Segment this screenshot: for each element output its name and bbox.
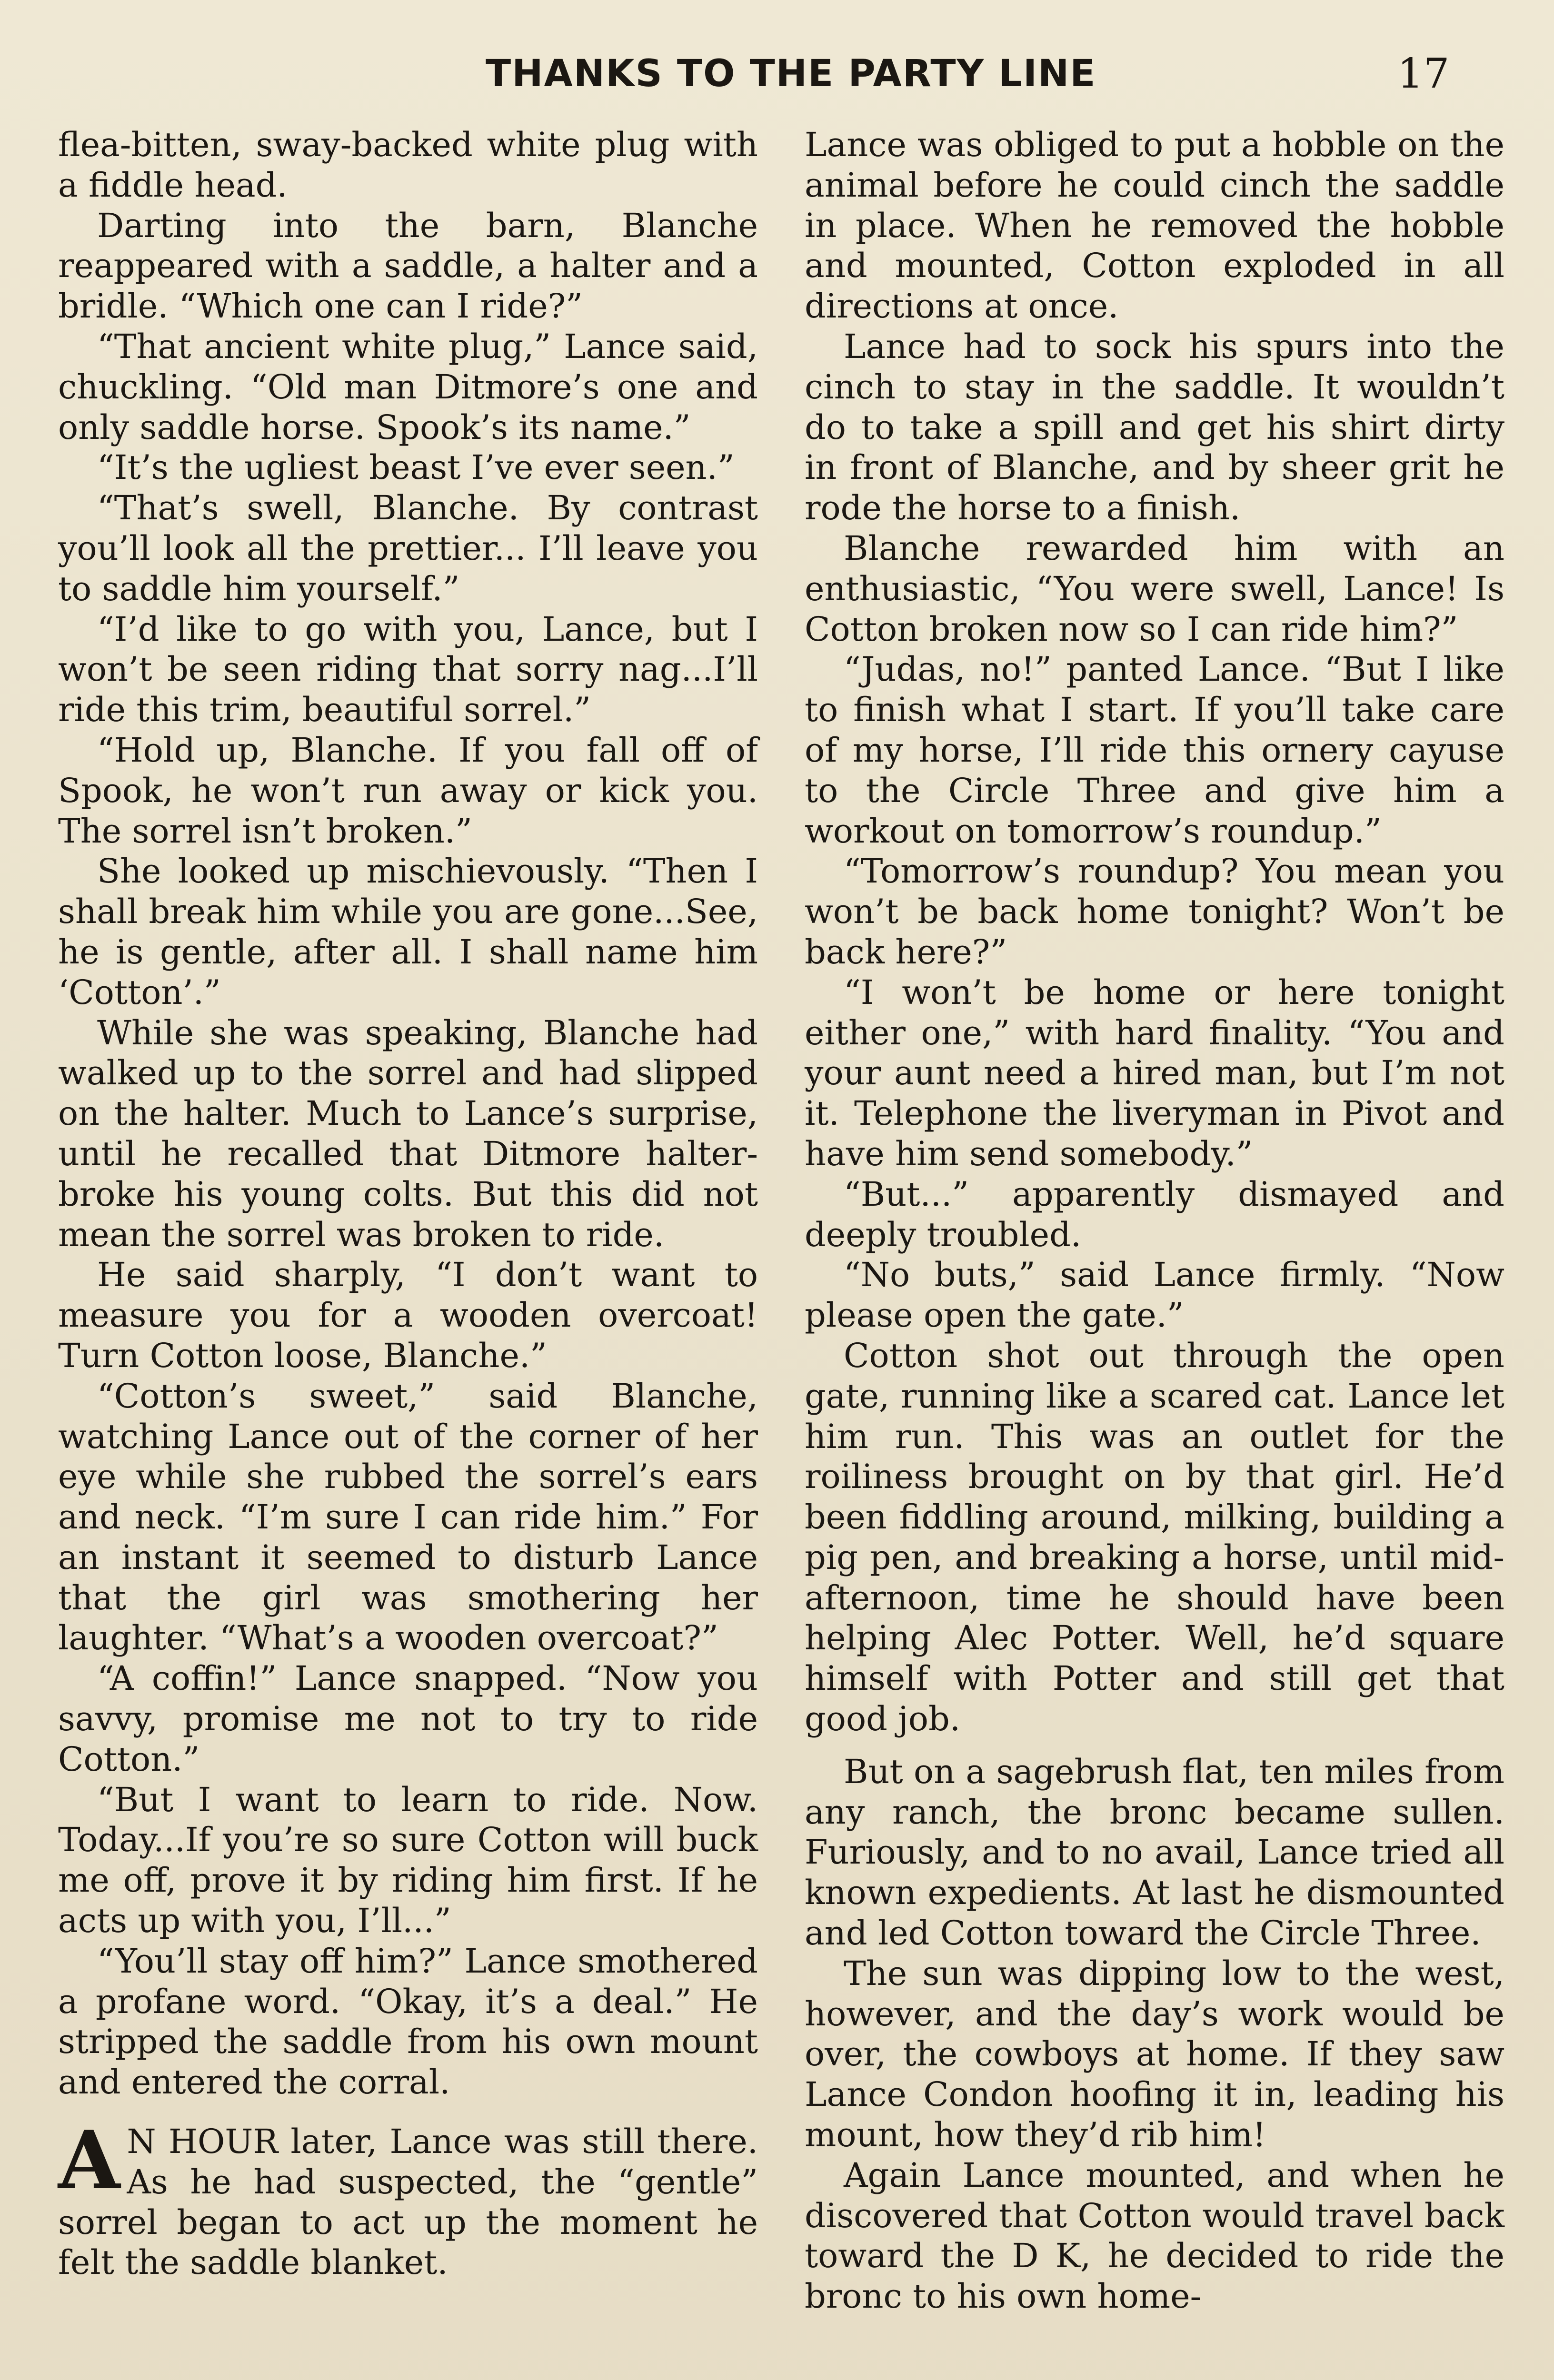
paragraph: “Hold up, Blanche. If you fall off of Spook, he won’t run away or kick you. The sorrel isn’t broken.” bbox=[58, 730, 758, 851]
paragraph: “But...” apparently dismayed and deeply troubled. bbox=[805, 1174, 1504, 1254]
paragraph: flea-bitten, sway-backed white plug with a fiddle head. bbox=[58, 125, 758, 205]
paragraph: Again Lance mounted, and when he discovered that Cotton would travel back toward the D K, he decided to ride the bronc to his own home- bbox=[805, 2155, 1504, 2316]
paragraph: Blanche rewarded him with an enthusiastic, “You were swell, Lance! Is Cotton broken now so I can ride him?” bbox=[805, 528, 1504, 649]
paragraph: “But I want to learn to ride. Now. Today...If you’re so sure Cotton will buck me off, prove it by riding him first. If he acts up with you, I’ll...” bbox=[58, 1780, 758, 1941]
drop-cap-letter: A bbox=[58, 2113, 120, 2208]
paragraph: “A coffin!” Lance snapped. “Now you savvy, promise me not to try to ride Cotton.” bbox=[58, 1659, 758, 1779]
paragraph: “Judas, no!” panted Lance. “But I like to finish what I start. If you’ll take care of my horse, I’ll ride this ornery cayuse to the Circle Three and give him a workout on tomorrow’s roundup.” bbox=[805, 650, 1504, 851]
paragraph: The sun was dipping low to the west, however, and the day’s work would be over, the cowboys at home. If they saw Lance Condon hoofing it in, leading his mount, how they’d rib him! bbox=[805, 1954, 1504, 2155]
page-number: 17 bbox=[1397, 50, 1450, 98]
paragraph: Darting into the barn, Blanche reappeared with a saddle, a halter and a bridle. “Which one can I ride?” bbox=[58, 206, 758, 326]
paragraph: He said sharply, “I don’t want to measure you for a wooden overcoat! Turn Cotton loose, Blanche.” bbox=[58, 1255, 758, 1375]
paragraph: Cotton shot out through the open gate, running like a scared cat. Lance let him run. This was an outlet for the roiliness brought on by that girl. He’d been fiddling around, milking, building a pig pen, and breaking a horse, until mid-afternoon, time he should have been helping Alec Potter. Well, he’d square himself with Potter and still get that good job. bbox=[805, 1336, 1504, 1739]
paragraph: She looked up mischievously. “Then I shall break him while you are gone...See, he is gentle, after all. I shall name him ‘Cotton’.” bbox=[58, 852, 758, 1012]
page-header bbox=[0, 48, 1554, 109]
paragraph: “No buts,” said Lance firmly. “Now please open the gate.” bbox=[805, 1255, 1504, 1335]
drop-cap-paragraph-text: N HOUR later, Lance was still there. As he had suspected, the “gentle” sorrel began to act up the moment he felt the saddle blanket. bbox=[58, 2122, 758, 2282]
paragraph: “Tomorrow’s roundup? You mean you won’t be back home tonight? Won’t be back here?” bbox=[805, 852, 1504, 972]
left-text-column bbox=[58, 125, 758, 2283]
paragraph: “I won’t be home or here tonight either one,” with hard finality. “You and your aunt need a hired man, but I’m not it. Telephone the liveryman in Pivot and have him send somebody.” bbox=[805, 972, 1504, 1173]
right-text-column bbox=[805, 125, 1504, 2317]
paragraph: “That’s swell, Blanche. By contrast you’ll look all the prettier... I’ll leave you to saddle him yourself.” bbox=[58, 488, 758, 608]
paragraph: Lance was obliged to put a hobble on the animal before he could cinch the saddle in place. When he removed the hobble and mounted, Cotton exploded in all directions at once. bbox=[805, 125, 1504, 326]
paragraph: Lance had to sock his spurs into the cinch to stay in the saddle. It wouldn’t do to take a spill and get his shirt dirty in front of Blanche, and by sheer grit he rode the horse to a finish. bbox=[805, 327, 1504, 528]
paragraph: While she was speaking, Blanche had walked up to the sorrel and had slipped on the halter. Much to Lance’s surprise, until he recalled that Ditmore halter-broke his young colts. But this did not mean the sorrel was broken to ride. bbox=[58, 1013, 758, 1254]
paragraph: “You’ll stay off him?” Lance smothered a profane word. “Okay, it’s a deal.” He stripped the saddle from his own mount and entered the corral. bbox=[58, 1941, 758, 2102]
section-break-paragraph bbox=[58, 2113, 758, 2283]
paragraph: “That ancient white plug,” Lance said, chuckling. “Old man Ditmore’s one and only saddle horse. Spook’s its name.” bbox=[58, 327, 758, 447]
paragraph: “Cotton’s sweet,” said Blanche, watching Lance out of the corner of her eye while she rubbed the sorrel’s ears and neck. “I’m sure I can ride him.” For an instant it seemed to disturb Lance that the girl was smothering her laughter. “What’s a wooden overcoat?” bbox=[58, 1376, 758, 1658]
paragraph: But on a sagebrush flat, ten miles from any ranch, the bronc became sullen. Furiously, and to no avail, Lance tried all known expedients. At last he dismounted and led Cotton toward the Circle Three. bbox=[805, 1752, 1504, 1953]
paragraph: “It’s the ugliest beast I’ve ever seen.” bbox=[97, 448, 735, 487]
running-head-title: THANKS TO THE PARTY LINE bbox=[486, 52, 1096, 95]
paragraph: “I’d like to go with you, Lance, but I won’t be seen riding that sorry nag...I’ll ride this trim, beautiful sorrel.” bbox=[58, 609, 758, 730]
